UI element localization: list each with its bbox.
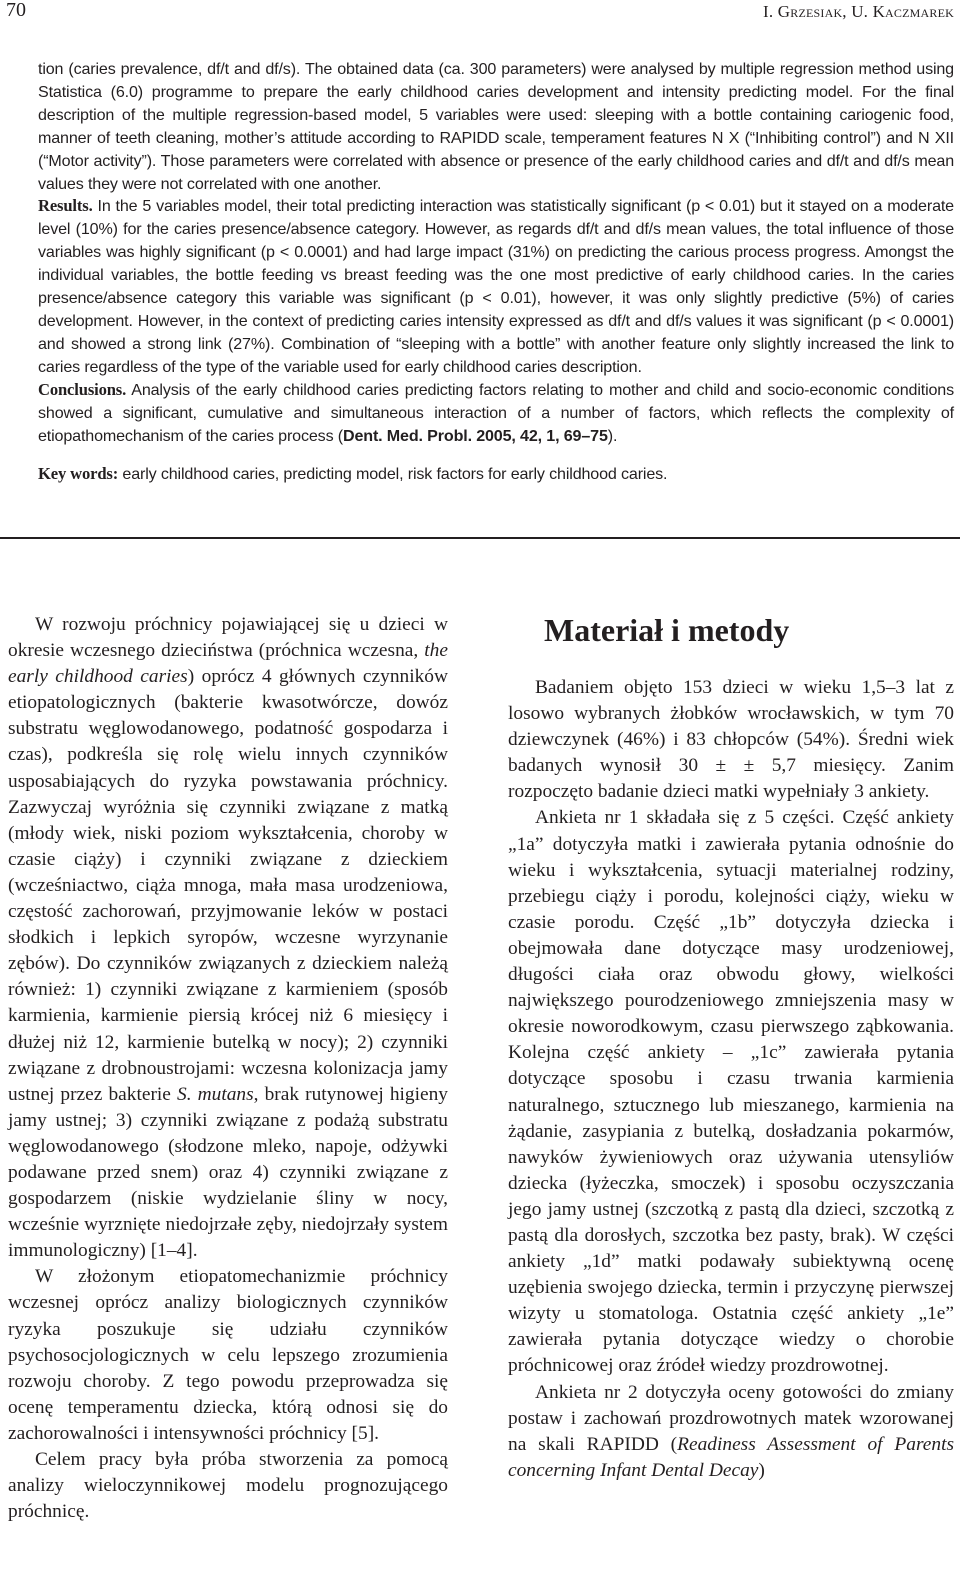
intro-paragraph-1: [8, 612, 448, 1264]
methods-p3-text-b: ): [758, 1459, 765, 1481]
intro-paragraph-3: Celem pracy była próba stworzenia za pomocą analizy wieloczynnikowej modelu prognozującego próchnicę.: [8, 1449, 448, 1523]
journal-citation: Dent. Med. Probl. 2005, 42, 1, 69–75: [343, 426, 608, 445]
intro-text-c: , brak rutynowej higieny jamy ustnej; 3) czynniki związane z podażą substratu węglowodanowego (słodzone mleko, napoje, odżywki podawane przed snem) oraz 4) czynniki związane z gospodarzem (niskie wydzielanie śliny w nocy, wcześnie wyrznięte niedojrzałe zęby, niedojrzały system immunologiczny) [1–4].: [8, 1083, 448, 1262]
rapidd-expansion: Readiness Assessment of Parents concerning Infant Dental Decay: [508, 1433, 954, 1481]
intro-italic-species: S. mutans: [177, 1083, 254, 1105]
section-heading: Materiał i metody: [544, 612, 790, 648]
intro-paragraph-2: W złożonym etiopatomechanizmie próchnicy wczesnej oprócz analizy biologicznych czynników ryzyka poszukuje się udziału czynników psychosocjologicznych w celu lepszego zrozumienia rozwoju choroby. Z tego powodu przeprowadza się ocenę temperamentu dziecka, którą odnosi się do zachorowalności i intensywności próchnicy [5].: [8, 1266, 448, 1444]
abstract-body: [38, 58, 954, 447]
conclusions-text: Analysis of the early childhood caries predicting factors relating to mother and child and socio-economic conditions showed a significant, cumulative and simultaneous interaction of a number of factors, which reflects the complexity of etiopathomechanism of the caries process (: [38, 380, 954, 445]
intro-text-a: W rozwoju próchnicy pojawiającej się u dzieci w okresie wczesnego dzieciństwa (próchnica wczesna,: [8, 614, 448, 662]
methods-paragraph-2: Ankieta nr 1 składała się z 5 części. Część ankiety „1a” dotyczyła matki i zawierała pytania odnośnie do wieku i wykształcenia, sytuacji materialnej rodziny, przebiegu ciąży i porodu, kolejności ciąży, wieku w czasie porodu. Część „1b” dotyczyła dziecka i obejmowała dane dotyczące masy urodzeniowej, długości ciała oraz obwodu głowy, wielkości największego pourodzeniowego zmniejszenia masy w okresie noworodkowym, czasu pierwszego ząbkowania. Kolejna część ankiety – „1c” zawierała pytania dotyczące sposobu i czasu trwania karmienia naturalnego, sztucznego lub mieszanego, karmienia na żądanie, zasypiania z butelką, dosładzania pokarmów, nawyków żywieniowych oraz używania utensyliów dziecka (łyżeczka, smoczek) i sposobu oczyszczania jego jamy ustnej (szczotką z pastą dla dzieci, szczotką z pastą dla dorosłych, szczotka bez pasty, brak). W części ankiety „1d” matki podawały subiektywną ocenę uzębienia swojego dziecka, termin i przyczynę pierwszej wizyty u stomatologa. Ostatnia część ankiety „1e” zawierała pytania dotyczące wiedzy o chorobie próchnicowej oraz źródeł wiedzy prozdrowotnej.: [508, 807, 954, 1377]
keywords: [38, 463, 954, 486]
conclusions-label: Conclusions.: [38, 379, 127, 399]
intro-italic-term: the early childhood caries: [8, 640, 448, 688]
right-column: [508, 612, 954, 1484]
page-number: 70: [6, 0, 26, 21]
abstract-methods-text: tion (caries prevalence, df/t and df/s). The obtained data (ca. 300 parameters) were analysed by multiple regression method using Statistica (6.0) programme to prepare the early childhood caries development and intensity predicting model. For the final description of the multiple regression-based model, 5 variables were used: sleeping with a bottle containing cariogenic food, manner of teeth cleaning, mother’s attitude according to RAPIDD scale, temperament features N X (“Inhibiting control”) and N XII (“Motor activity”). Those parameters were correlated with absence or presence of the early childhood caries and df/t and df/s mean values they were not correlated with one another.: [38, 60, 954, 193]
results-label: Results.: [38, 196, 93, 216]
intro-text-b: ) oprócz 4 głównych czynników etiopatologicznych (bakterie kwasotwórcze, dowóz substratu węglowodanowego, podatność gospodarza i czas), podkreśla się rolę wielu innych czynników usposabiających do ryzyka powstawania próchnicy. Zazwyczaj wyróżnia się czynniki związane z matką (młody wiek, niski poziom wykształcenia, choroby w czasie ciąży) i czynniki związane z dzieckiem (wcześniactwo, ciąża mnoga, mała masa urodzeniowa, częstość zachorowań, przyjmowanie leków w postaci słodkich i lepkich syropów, wczesne wyrzynanie zębów). Do czynników związanych z dzieckiem należą również: 1) czynniki związane z karmieniem (sposób karmienia, karmienie piersią krócej niż 6 miesięcy i dłużej niż 12, karmienie butelką w nocy); 2) czynniki związane z drobnoustrojami: wczesna kolonizacja jamy ustnej przez bakterie: [8, 666, 448, 1105]
results-text: In the 5 variables model, their total predicting interaction was statistically significant (p < 0.01) but it stayed on a moderate level (10%) for the caries presence/absence category. However, as regards df/t and df/s mean values, the total influence of those variables was highly significant (p < 0.0001) and had large impact (31%) on predicting the carious process progress. Amongst the individual variables, the bottle feeding vs breast feeding was the one most predictive of early childhood caries. In the caries presence/absence category this variable was significant (p < 0.01), however, it was only slightly predictive (5%) of caries development. However, in the context of predicting caries intensity expressed as df/t and df/s values it was significant (p < 0.0001) and showed a strong link (27%). Combination of “sleeping with a bottle” with another feature only slightly increased the link to caries regardless of the type of the variable used for early childhood caries description.: [38, 197, 954, 376]
left-column: [8, 612, 448, 1525]
abstract: [38, 58, 954, 486]
keywords-text: early childhood caries, predicting model, risk factors for early childhood caries.: [118, 465, 668, 484]
running-head: I. Grzesiak, U. Kaczmarek: [763, 2, 954, 21]
methods-paragraph-3: [508, 1380, 954, 1484]
keywords-label: Key words:: [38, 464, 119, 484]
methods-p3-text-a: Ankieta nr 2 dotyczyła oceny gotowości do zmiany postaw i zachowań prozdrowotnych matek wzorowanej na skali RAPIDD (: [508, 1381, 954, 1455]
citation-end: ).: [607, 426, 618, 445]
methods-paragraph-1: Badaniem objęto 153 dzieci w wieku 1,5–3 lat z losowo wybranych żłobków wrocławskich, w tym 70 dziewczynek (46%) i 83 chłopców (54%). Średni wiek badanych wynosił 30 ± ± 5,7 miesięcy. Zanim rozpoczęto badanie dzieci matki wypełniały 3 ankiety.: [508, 677, 954, 803]
section-divider: [0, 537, 960, 539]
